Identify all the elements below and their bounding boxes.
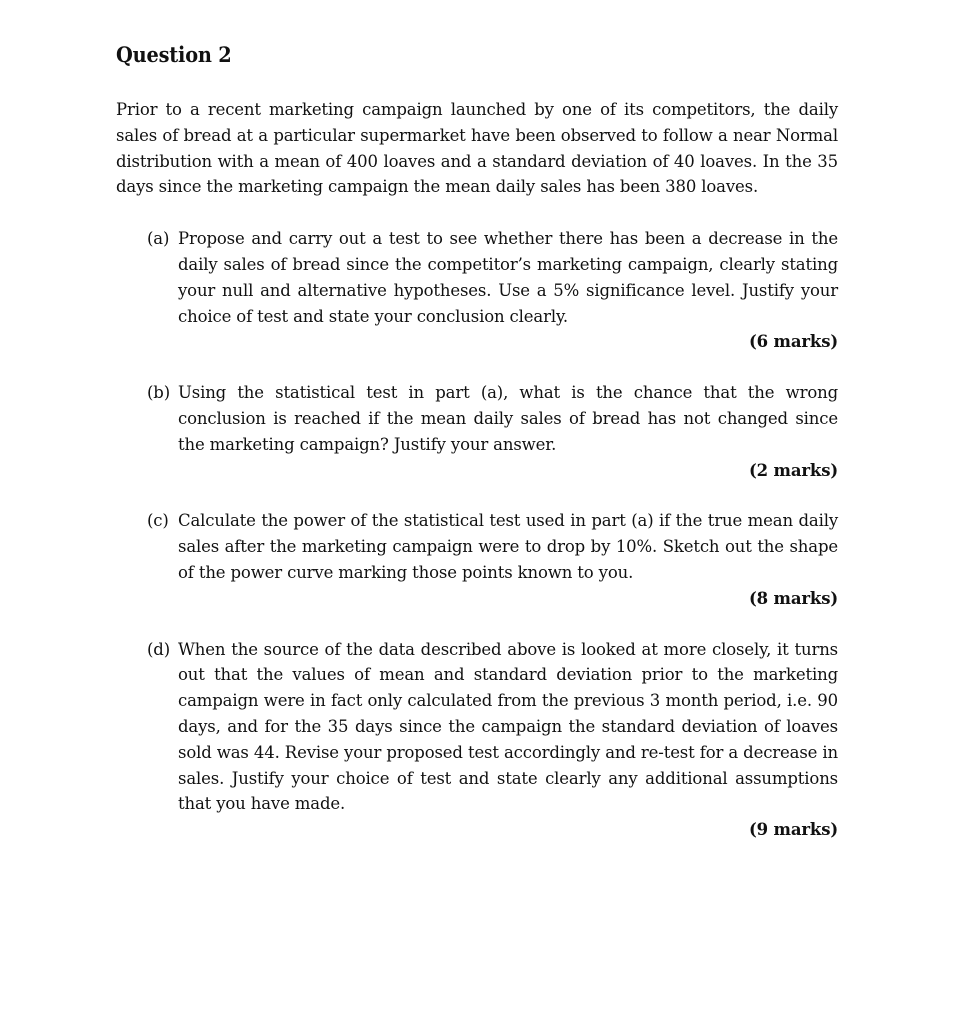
- part-d-marks: (9 marks): [748, 820, 838, 840]
- part-b-text: Using the statistical test in part (a), what is the chance that the wrong conclusion is reached if the mean daily sales of bread has not changed since the marketing campaign? Justify your answer.: [178, 383, 838, 454]
- part-d-text: When the source of the data described above is looked at more closely, it turns out that the values of mean and standard deviation prior to the marketing campaign were in fact only calculated from the previous 3 month period, i.e. 90 days, and for the 35 days since the campaign the standard deviation of loaves sold was 44. Revise your proposed test accordingly and re-test for a decrease in sales. Justify your choice of test and state clearly any additional assumptions that you have made.: [178, 639, 838, 814]
- question-intro: Prior to a recent marketing campaign launched by one of its competitors, the daily sales of bread at a particular supermarket have been observed to follow a near Normal distribution with a mean of 400 loaves and a standard deviation of 40 loaves. In the 35 days since the marketing campaign the mean daily sales has been 380 loaves.: [116, 100, 838, 197]
- question-part-d: [116, 637, 838, 843]
- question-part-b: [116, 380, 838, 483]
- part-a-label: (a): [147, 229, 170, 249]
- part-c-label: (c): [147, 511, 169, 531]
- part-c-text: Calculate the power of the statistical test used in part (a) if the true mean daily sales after the marketing campaign were to drop by 10%. Sketch out the shape of the power curve marking those points known to you.: [178, 511, 838, 582]
- part-a-marks: (6 marks): [748, 332, 838, 352]
- question-part-c: [116, 508, 838, 611]
- question-part-a: [116, 226, 838, 355]
- part-a-text: Propose and carry out a test to see whether there has been a decrease in the daily sales of bread since the competitor’s marketing campaign, clearly stating your null and alternative hypotheses. Use a 5% significance level. Justify your choice of test and state your conclusion clearly.: [178, 229, 838, 326]
- part-c-marks: (8 marks): [748, 588, 838, 608]
- question-page: [116, 40, 838, 843]
- question-title: Question 2: [116, 42, 232, 67]
- part-b-marks: (2 marks): [748, 460, 838, 480]
- part-b-label: (b): [147, 383, 170, 403]
- part-d-label: (d): [147, 639, 170, 659]
